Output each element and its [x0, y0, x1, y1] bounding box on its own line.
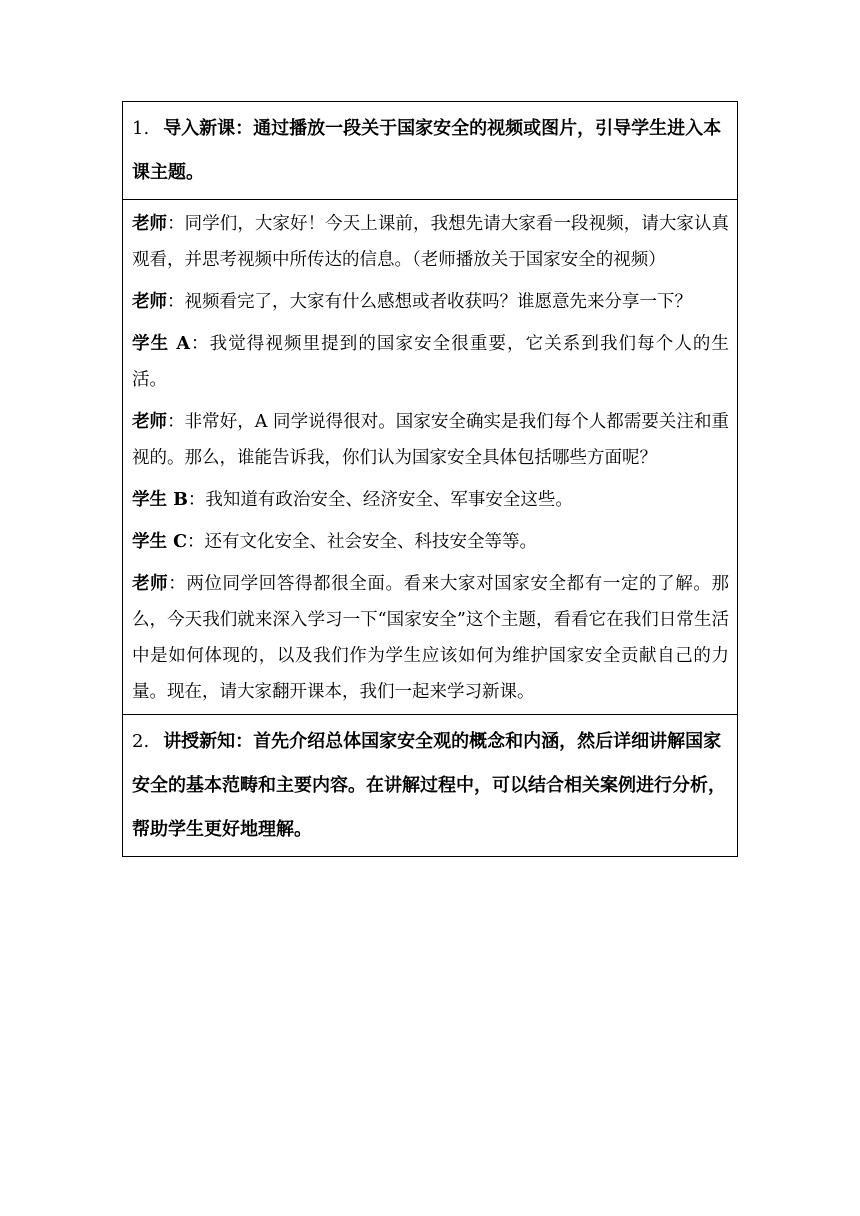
dialogue-text: ：视频看完了，大家有什么感想或者收获吗？谁愿意先来分享一下？: [167, 292, 692, 312]
dialogue-text: ：我觉得视频里提到的国家安全很重要，它关系到我们每个人的生活。: [132, 334, 729, 390]
section-2-number: 2.: [132, 731, 150, 752]
section-2-heading-text: 讲授新知：首先介绍总体国家安全观的概念和内涵，然后详细讲解国家安全的基本范畴和主要内容。在讲解过程中，可以结合相关案例进行分析，帮助学生更好地理解。: [132, 731, 726, 840]
dialogue-text: ：同学们，大家好！今天上课前，我想先请大家看一段视频，请大家认真观看，并思考视频中所传达的信息。（老师播放关于国家安全的视频）: [132, 214, 730, 270]
section-1-number: 1.: [132, 118, 150, 139]
dialogue-text: ：还有文化安全、社会安全、科技安全等等。: [187, 532, 538, 552]
dialogue-line: [132, 482, 729, 518]
section-1-heading-text: 导入新课：通过播放一段关于国家安全的视频或图片，引导学生进入本课主题。: [132, 118, 722, 183]
dialogue-line: [132, 326, 729, 398]
speaker-label: 学生 B: [132, 490, 188, 510]
dialogue-line: [132, 566, 729, 710]
dialogue-line: [132, 524, 729, 560]
speaker-label: 学生 A: [132, 334, 190, 354]
speaker-label: 老师: [132, 574, 169, 594]
dialogue-cell: [123, 199, 737, 714]
dialogue-line: [132, 284, 729, 320]
dialogue-text: ：两位同学回答得都很全面。看来大家对国家安全都有一定的了解。那么，今天我们就来深入学习一下“国家安全”这个主题，看看它在我们日常生活中是如何体现的，以及我们作为学生应该如何为维护国家安全贡献自己的力量。现在，请大家翻开课本，我们一起来学习新课。: [132, 574, 729, 702]
lesson-plan-table: [122, 101, 738, 857]
speaker-label: 老师: [132, 292, 167, 312]
dialogue-text: ：非常好，A 同学说得很对。国家安全确实是我们每个人都需要关注和重视的。那么，谁能告诉我，你们认为国家安全具体包括哪些方面呢？: [132, 412, 730, 468]
speaker-label: 学生 C: [132, 532, 188, 552]
dialogue-line: [132, 206, 729, 278]
section-2-heading: [123, 714, 737, 856]
speaker-label: 老师: [132, 412, 168, 432]
dialogue-text: ：我知道有政治安全、经济安全、军事安全这些。: [187, 490, 573, 510]
section-1-heading: [123, 102, 737, 199]
dialogue-line: [132, 404, 729, 476]
speaker-label: 老师: [132, 214, 168, 234]
